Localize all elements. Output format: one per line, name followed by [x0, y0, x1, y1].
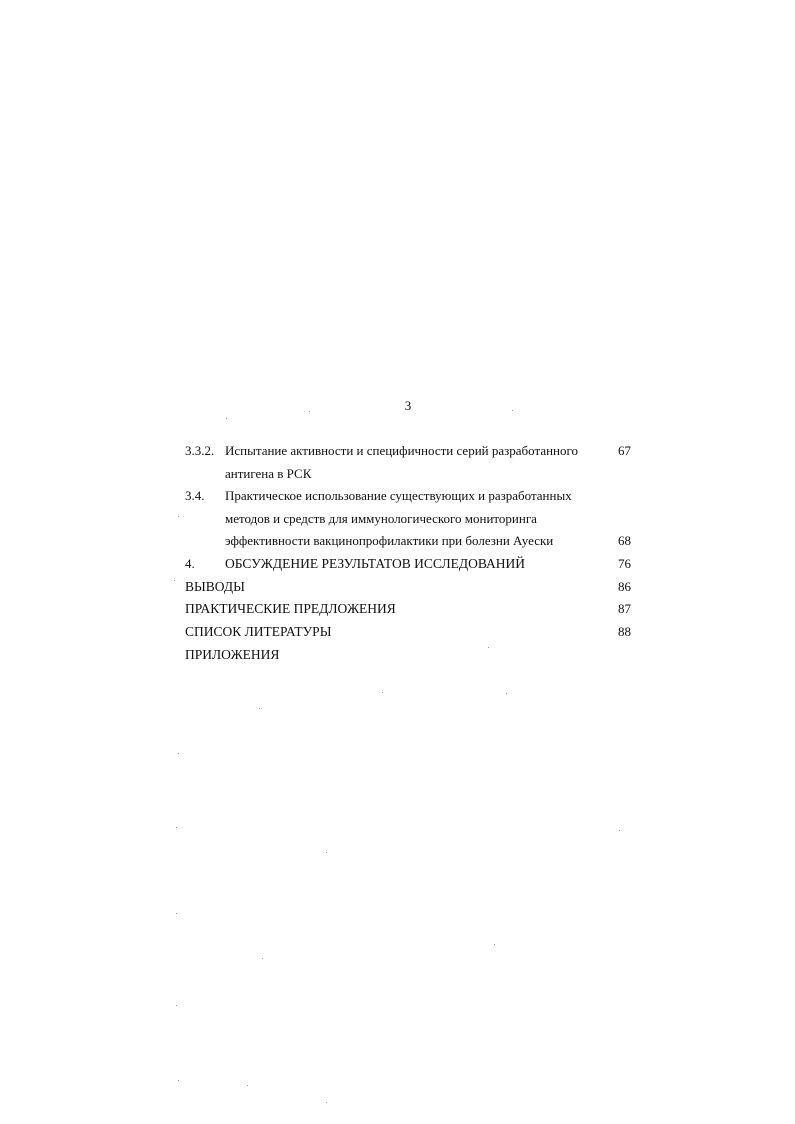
toc-entry-title-line: ОБСУЖДЕНИЕ РЕЗУЛЬТАТОВ ИССЛЕДОВАНИЙ	[225, 556, 526, 571]
toc-entry-page: 68	[618, 533, 631, 548]
toc-entry-number: 3.4.	[185, 488, 205, 503]
toc-entry-page: 87	[618, 601, 631, 616]
toc-entry-3-3-2	[0, 443, 795, 459]
toc-entry-title: СПИСОК ЛИТЕРАТУРЫ	[185, 624, 332, 639]
toc-entry-appendices	[0, 647, 795, 663]
toc-entry-references	[0, 624, 795, 640]
toc-entry-page: 76	[618, 556, 631, 571]
toc-entry-title-line: Практическое использование существующих и разработанных	[225, 488, 572, 503]
toc-entry-conclusions	[0, 579, 795, 595]
toc-entry-page: 86	[618, 579, 631, 594]
toc-entry-title-line: антигена в РСК	[225, 466, 312, 481]
toc-entry-title-line: Испытание активности и специфичности серий разработанного	[225, 443, 579, 458]
toc-entry-title: ПРИЛОЖЕНИЯ	[185, 647, 280, 662]
toc-entry-title: ПРАКТИЧЕСКИЕ ПРЕДЛОЖЕНИЯ	[185, 601, 396, 616]
toc-entry-title-line: эффективности вакцинопрофилактики при болезни Ауески	[225, 533, 554, 548]
toc-entry-number: 3.3.2.	[185, 443, 215, 458]
toc-entry-3-4-cont2	[0, 533, 795, 549]
toc-entry-page: 67	[618, 443, 631, 458]
toc-entry-4	[0, 556, 795, 572]
toc-entry-page: 88	[618, 624, 631, 639]
toc-entry-3-4-cont	[0, 511, 795, 527]
toc-entry-title-line: методов и средств для иммунологического мониторинга	[225, 511, 537, 526]
page-number: 3	[404, 398, 412, 413]
toc-entry-practical-proposals	[0, 601, 795, 617]
toc-entry-number: 4.	[185, 556, 195, 571]
toc-entry-3-3-2-cont	[0, 466, 795, 482]
toc-entry-title: ВЫВОДЫ	[185, 579, 245, 594]
toc-entry-3-4	[0, 488, 795, 504]
